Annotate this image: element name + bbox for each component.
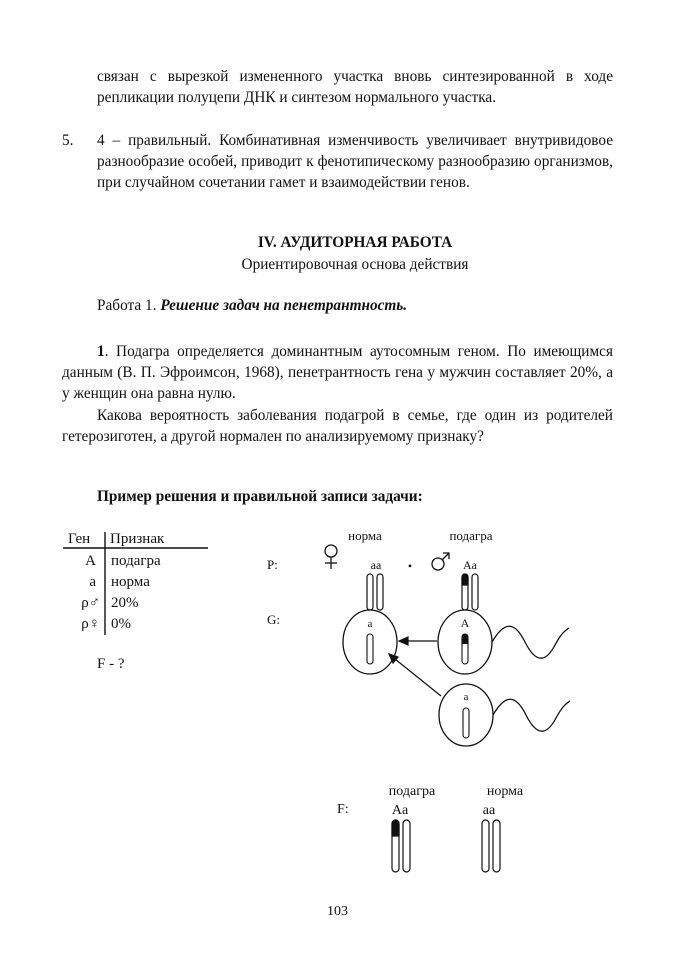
offspring-phenotype: подагра [388,784,436,799]
offspring-genotype: Aa [391,803,409,818]
cross-sign: • [407,559,413,573]
table-gene: ρ♂ [81,595,100,611]
father-genotype: Aa [463,558,477,572]
table-trait: 20% [111,595,139,611]
father-phenotype: подагра [449,528,493,543]
work-title: Решение задач на пенетрантность. [160,297,408,314]
offspring-phenotype: норма [486,784,524,799]
table-gene: ρ♀ [81,616,100,632]
page-number: 103 [327,904,348,919]
task-text: . Подагра определяется доминантным аутосомным геном. По имеющимся данным (В. П. Эфроимсон, 1968), пенетрантность гена у мужчин составляет 20%, а у женщин она равна нулю. [62,343,613,402]
gene-table [63,531,208,672]
g-label: G: [267,612,280,627]
p-label: P: [267,557,278,572]
f-label: F: [337,802,349,817]
offspring-chromosomes-dominant [392,820,410,872]
male-symbol-icon [432,553,449,570]
offspring-genotype: aa [482,803,496,818]
task-number: 1 [97,343,105,360]
section-subtitle: Ориентировочная основа действия [241,256,469,273]
egg-cell [343,610,397,674]
table-question: F - ? [97,656,125,672]
table-trait: 0% [111,616,131,632]
female-symbol-icon [325,545,337,569]
offspring-chromosomes-recessive [482,820,500,872]
work-prefix: Работа 1. [97,297,161,314]
sperm-allele-dominant: A [460,616,470,630]
table-gene: A [85,553,96,569]
answer-item-5: 4 – правильный. Комбинативная изменчивость увеличивает внутривидовое разнообразие особей, приводит к фенотипическому разнообразию организмов, при случайном сочетании гамет и взаимодействии генов. [97,132,613,191]
sperm-allele-recessive: a [463,691,469,703]
table-gene: a [89,574,96,590]
father-chromosome-pair [462,574,478,610]
task-question: Какова вероятность заболевания подагрой в семье, где один из родителей гетерозиготен, а другой нормален по анализируемому признаку? [62,407,613,445]
section-title: IV. АУДИТОРНАЯ РАБОТА [257,234,453,251]
continuation-paragraph: связан с вырезкой измененного участка вновь синтезированной в ходе репликации полуцепи ДНК и синтезом нормального участка. [97,68,613,106]
egg-allele: a [367,618,373,630]
sperm-cell-recessive [439,684,570,746]
table-header-trait: Признак [110,531,165,547]
table-header-gene: Ген [68,531,91,547]
list-number-5: 5. [62,132,74,149]
sperm-cell-dominant [438,610,569,674]
mother-genotype: aa [370,558,382,572]
table-trait: норма [111,574,150,590]
example-heading: Пример решения и правильной записи задачи: [97,488,423,505]
mother-chromosome-pair [367,574,383,610]
mother-phenotype: норма [348,528,382,543]
table-trait: подагра [111,553,161,569]
